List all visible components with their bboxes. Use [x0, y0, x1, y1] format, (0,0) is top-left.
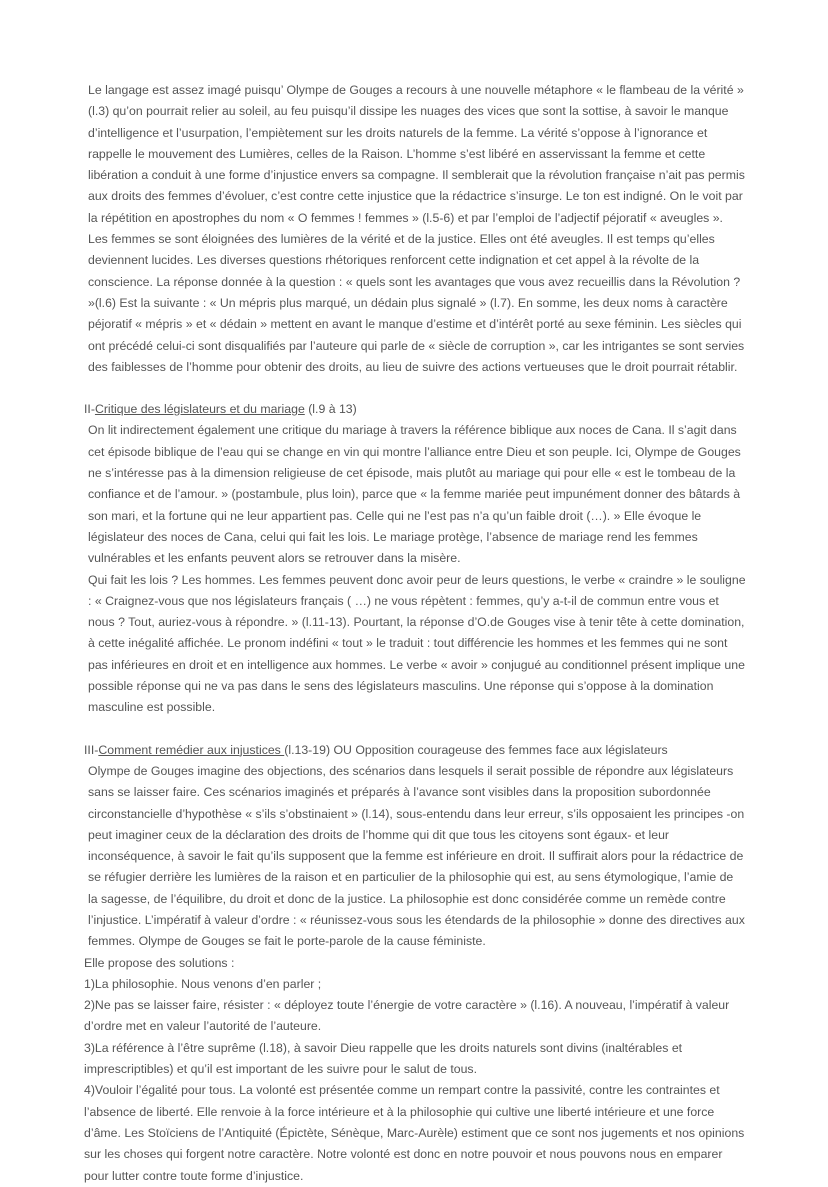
section2-paragraph-2: Qui fait les lois ? Les hommes. Les femmes peuvent donc avoir peur de leurs questions, le verbe « craindre » le souligne : « Craignez-vous que nos législateurs français ( …) ne vous répètent : femmes, qu’y a-t-il de commun entre vous et nous ? Tout, auriez-vous à répondre. » (l.11-13). Pourtant, la réponse d’O.de Gouges vise à tenir tête à cette domination, à cette inégalité affichée. Le pronom indéfini « tout » le traduit : tout différencie les hommes et les femmes qui ne sont pas inférieures en droit et en intelligence aux hommes. Le verbe « avoir » conjugué au conditionnel présent implique une possible réponse qui ne va pas dans le sens des législateurs masculins. Une réponse qui s’oppose à la domination masculine est possible.: [88, 572, 746, 715]
section2-prefix: II-: [84, 402, 95, 417]
section3-prefix: III-: [84, 742, 99, 757]
list-item: 3)La référence à l’être suprême (l.18), à savoir Dieu rappelle que les droits naturels sont divins (inaltérables et imprescriptibles) et qu’il est important de les suivre pour le salut de tous.: [84, 1040, 683, 1077]
section3-paragraph: Olympe de Gouges imagine des objections, des scénarios dans lesquels il serait possible de répondre aux législateurs sans se laisser faire. Ces scénarios imaginés et préparés à l’avance sont visibles dans la proposition subordonnée circonstancielle d’hypothèse « s’ils s’obstinaient » (l.14), sous-entendu dans leur erreur, s’ils opposaient les principes -on peut imaginer ceux de la déclaration des droits de l’homme qui dit que tous les citoyens sont égaux- et leur inconséquence, à savoir le fait qu’ils supposent que la femme est inférieure en droit. Il suffirait alors pour la rédactrice de se réfugier derrière les lumières de la raison et en particulier de la philosophie qui est, au sens étymologique, l’amie de la sagesse, de l’équilibre, du droit et donc de la justice. La philosophie est donc considérée comme un remède contre l’injustice. L’impératif à valeur d’ordre : « réunissez-vous sous les étendards de la philosophie » donne des directives aux femmes. Olympe de Gouges se fait le porte-parole de la cause féministe.: [88, 763, 745, 949]
section2-heading: [84, 399, 746, 420]
section3-intro: Elle propose des solutions :: [84, 955, 235, 970]
list-item: 1)La philosophie. Nous venons d’en parler ;: [84, 976, 322, 991]
section3-heading-title: Comment remédier aux injustices: [98, 742, 285, 757]
document-page: [84, 80, 746, 1187]
list-item: 2)Ne pas se laisser faire, résister : « déployez toute l’énergie de votre caractère » (l.16). A nouveau, l’impératif à valeur d’ordre met en valeur l’autorité de l’auteure.: [84, 998, 730, 1034]
section2-paragraph-1: On lit indirectement également une critique du mariage à travers la référence biblique aux noces de Cana. Il s’agit dans cet épisode biblique de l’eau qui se change en vin qui montre l’alliance entre Dieu et son peuple. Ici, Olympe de Gouges ne s’intéresse pas à la dimension religieuse de cet épisode, mais plutôt au mariage qui pour elle « est le tombeau de la confiance et de l’amour. » (postambule, plus loin), parce que « la femme mariée peut impunément donner des bâtards à son mari, et la fortune qui ne leur appartient pas. Celle qui ne l’est pas n’a qu’un faible droit (…). » Elle évoque le législateur des noces de Cana, celui qui fait les lois. Le mariage protège, l’absence de mariage rend les femmes vulnérables et les enfants peuvent alors se retrouver dans la misère.: [88, 423, 741, 566]
section3-heading-suffix: (l.13-19) OU Opposition courageuse des femmes face aux législateurs: [284, 742, 668, 757]
spacer: [84, 719, 746, 740]
section1-paragraph: Le langage est assez imagé puisqu’ Olympe de Gouges a recours à une nouvelle métaphore « le flambeau de la vérité » (l.3) qu’on pourrait relier au soleil, au feu puisqu’il dissipe les nuages des vices que sont la sottise, à savoir le manque d’intelligence et l’usurpation, l’empiètement sur les droits naturels de la femme. La vérité s’oppose à l’ignorance et rappelle le mouvement des Lumières, celles de la Raison. L’homme s’est libéré en asservissant la femme et cette libération a conduit à une forme d’injustice envers sa compagne. Il semblerait que la révolution française n’ait pas permis aux droits des femmes d’évoluer, c’est contre cette injustice que la rédactrice s’insurge. Le ton est indigné. On le voit par la répétition en apostrophes du nom « O femmes ! femmes » (l.5-6) et par l’emploi de l’adjectif péjoratif « aveugles ». Les femmes se sont éloignées des lumières de la vérité et de la justice. Elles ont été aveugles. Il est temps qu’elles deviennent lucides. Les diverses questions rhétoriques renforcent cette indignation et cet appel à la révolte de la conscience. La réponse donnée à la question : « quels sont les avantages que vous avez recueillis dans la Révolution ? »(l.6) Est la suivante : « Un mépris plus marqué, un dédain plus signalé » (l.7). En somme, les deux noms à caractère péjoratif « mépris » et « dédain » mettent en avant le manque d’estime et d’intérêt porté au sexe féminin. Les siècles qui ont précédé celui-ci sont disqualifiés par l’auteure qui parle de « siècle de corruption », car les intrigantes se sont servies des faiblesses de l’homme pour obtenir des droits, au lieu de suivre des actions vertueuses que le droit pourrait rétablir.: [88, 83, 745, 374]
section2-heading-suffix: (l.9 à 13): [304, 402, 357, 417]
section2-heading-title: Critique des législateurs et du mariage: [94, 402, 305, 417]
section3-heading: [84, 740, 746, 761]
spacer: [84, 378, 746, 399]
list-item: 4)Vouloir l’égalité pour tous. La volonté est présentée comme un rempart contre la passivité, contre les contraintes et l’absence de liberté. Elle renvoie à la force intérieure et à la philosophie qui cultive une liberté intérieure et une force d’âme. Les Stoïciens de l’Antiquité (Épictète, Sénèque, Marc-Aurèle) estiment que ce sont nos jugements et nos opinions sur les choses qui forgent notre caractère. Notre volonté est donc en notre pouvoir et nous pouvons nous en emparer pour lutter contre toute forme d’injustice.: [84, 1083, 745, 1183]
